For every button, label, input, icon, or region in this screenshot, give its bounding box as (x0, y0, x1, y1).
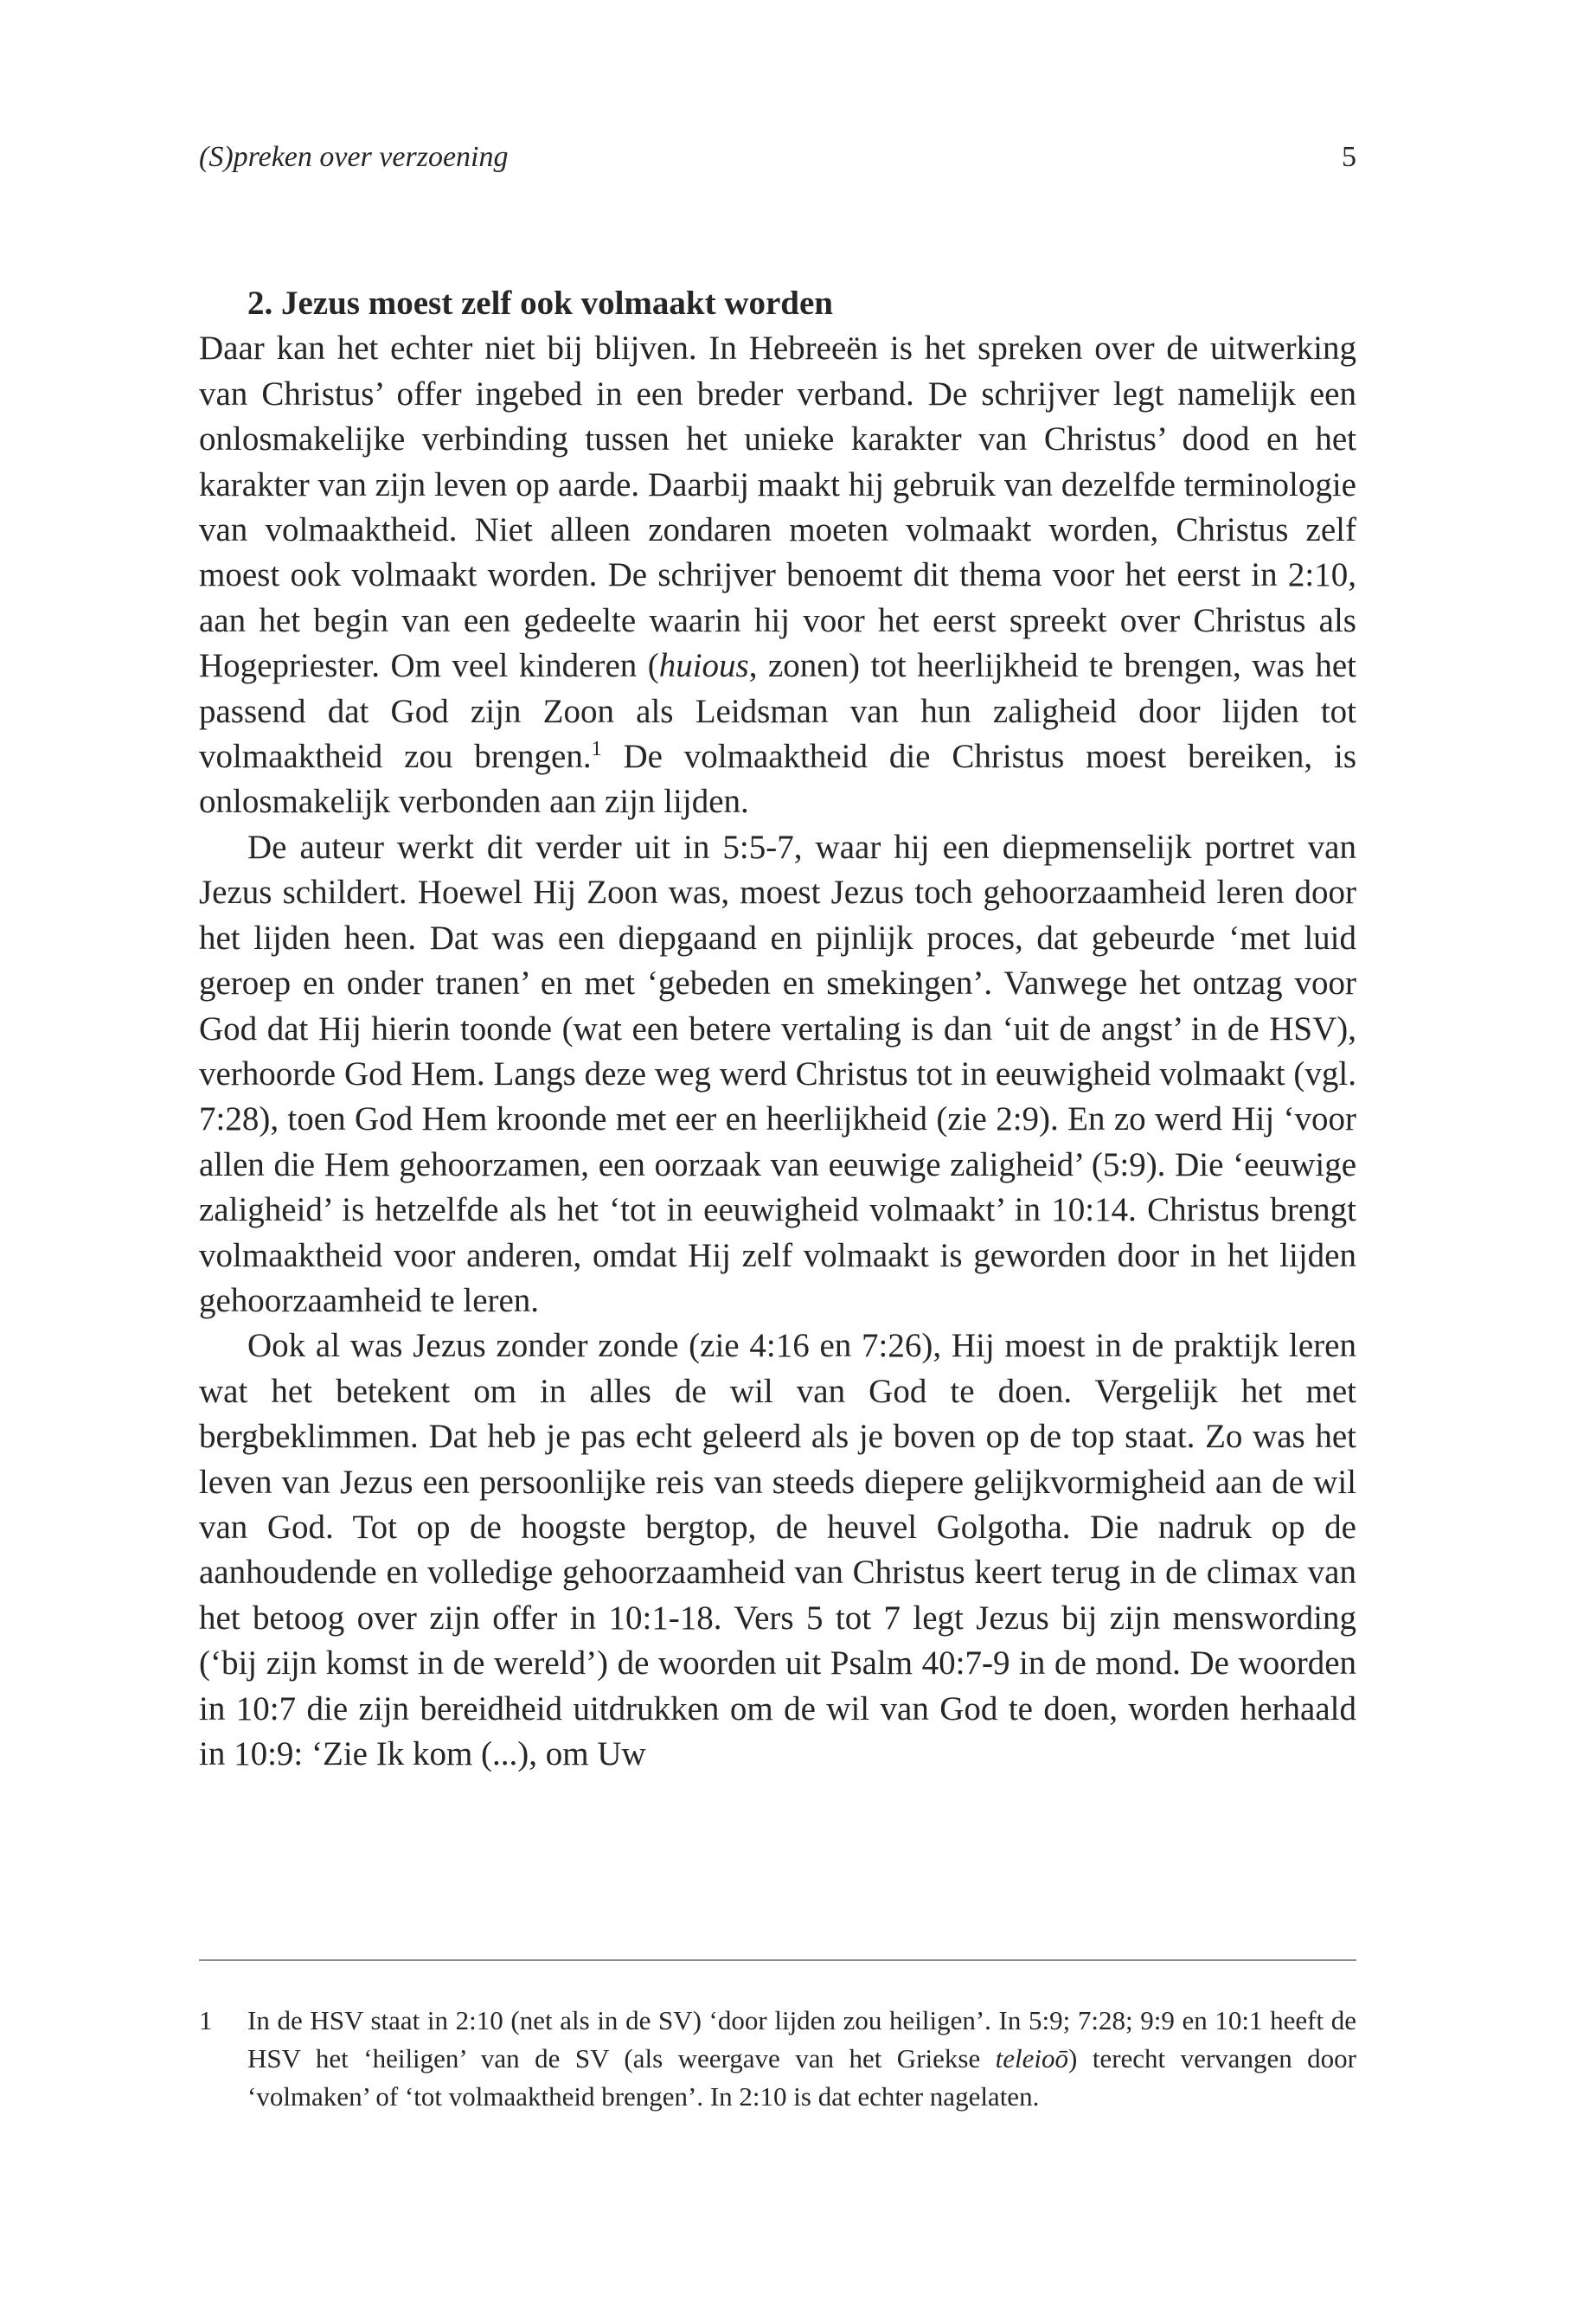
footnote-text (247, 2002, 1356, 2116)
paragraph-2: De auteur werkt dit verder uit in 5:5-7, waar hij een diepmenselijk portret van Jezus schildert. Hoewel Hij Zoon was, moest Jezus toch gehoorzaamheid leren door het lijden heen. Dat was een diepgaand en pijnlijk proces, dat gebeurde ‘met luid geroep en onder tranen’ en met ‘gebeden en smekingen’. Vanwege het ontzag voor God dat Hij hierin toonde (wat een betere vertaling is dan ‘uit de angst’ in de HSV), verhoorde God Hem. Langs deze weg werd Christus tot in eeuwigheid volmaakt (vgl. 7:28), toen God Hem kroonde met eer en heerlijkheid (zie 2:9). En zo werd Hij ‘voor allen die Hem gehoorzamen, een oorzaak van eeuwige zaligheid’ (5:9). Die ‘eeuwige zaligheid’ is hetzelfde als het ‘tot in eeuwigheid volmaakt’ in 10:14. Christus brengt volmaaktheid voor anderen, omdat Hij zelf volmaakt is geworden door in het lijden gehoorzaamheid te leren. (199, 828, 1356, 1319)
paragraph-1-text-a: Daar kan het echter niet bij blijven. In Hebreeën is het spreken over de uitwerking van Christus’ offer ingebed in een breder verband. De schrijver legt namelijk een onlosmakelijke verbinding tussen het unieke karakter van Christus’ dood en het karakter van zijn leven op aarde. Daarbij maakt hij gebruik van dezelfde terminologie van volmaaktheid. Niet alleen zondaren moeten volmaakt worden, Christus zelf moest ook volmaakt worden. De schrijver benoemt dit thema voor het eerst in 2:10, aan het begin van een gedeelte waarin hij voor het eerst spreekt over Christus als Hogepriester. Om veel kinderen ( (199, 330, 1356, 685)
section-heading: 2. Jezus moest zelf ook volmaakt worden (247, 285, 833, 322)
paragraph-1 (199, 326, 1356, 824)
footnote-text-a: In de HSV staat in 2:10 (net als in de SV) ‘door lijden zou heiligen’. In 5:9; 7:28; 9:9 en 10:1 heeft de HSV het ‘heiligen’ van de SV (als weergave van het Griekse (247, 2005, 1356, 2073)
footnote-text-b: ) terecht vervangen door ‘volmaken’ of ‘tot volmaaktheid brengen’. In 2:10 is dat echter nagelaten. (247, 2043, 1356, 2112)
footnote-italic-term: teleioō (995, 2043, 1069, 2073)
footnote-divider (199, 1959, 1356, 1961)
footnote-number: 1 (199, 2005, 213, 2035)
paragraph-1-text-b: , zonen) tot heerlijkheid te brengen, was het passend dat God zijn Zoon als Leidsman van hun zaligheid door lijden tot volmaaktheid zou brengen. (199, 647, 1356, 776)
footnote-item (199, 2002, 1356, 2116)
running-title: (S)preken over verzoening (199, 141, 509, 173)
page-number: 5 (1342, 141, 1356, 173)
main-text (199, 281, 1356, 1777)
paragraph-1-text-c: De volmaaktheid die Christus moest bereiken, is onlosmakelijk verbonden aan zijn lijden. (199, 738, 1356, 821)
paragraph-1-italic-term: huious (658, 647, 749, 685)
running-head (199, 138, 1356, 176)
footnotes (199, 2002, 1356, 2116)
footnote-reference[interactable]: 1 (591, 738, 602, 761)
paragraph-3: Ook al was Jezus zonder zonde (zie 4:16 en 7:26), Hij moest in de praktijk leren wat het betekent om in alles de wil van God te doen. Vergelijk het met bergbeklimmen. Dat heb je pas echt geleerd als je boven op de top staat. Zo was het leven van Jezus een persoonlijke reis van steeds diepere gelijkvormigheid aan de wil van God. Tot op de hoogste bergtop, de heuvel Golgotha. Die nadruk op de aanhoudende en volledige gehoorzaamheid van Christus keert terug in de climax van het betoog over zijn offer in 10:1-18. Vers 5 tot 7 legt Jezus bij zijn menswording (‘bij zijn komst in de wereld’) de woorden uit Psalm 40:7-9 in de mond. De woorden in 10:7 die zijn bereidheid uitdrukken om de wil van God te doen, worden herhaald in 10:9: ‘Zie Ik kom (...), om Uw (199, 1327, 1356, 1772)
